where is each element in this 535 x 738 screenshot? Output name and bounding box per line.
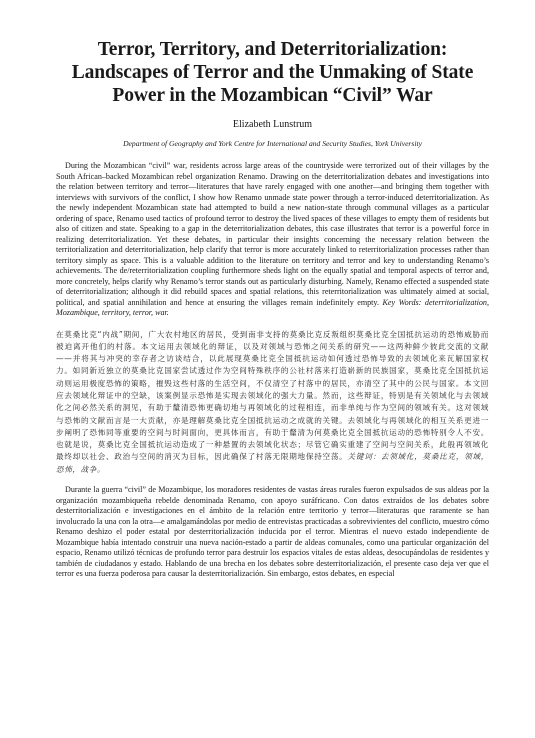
author-affiliation: Department of Geography and York Centre for International and Security Studies, York University bbox=[123, 139, 422, 148]
abstract-chinese-text: 在莫桑比克“内战”期间，广大农村地区的居民，受到南非支持的莫桑比克反叛组织莫桑比克全国抵抗运动的恐怖威胁而被迫离开他们的村落。本文运用去领域化的辩证，以及对领域与恐怖之间关系的研究——这两种鲜少彼此交流的文献——并将其与冲突的幸存者之访谈结合，以此展现莫桑比克全国抵抗运动如何透过恐怖导致的去领域化来瓦解国家权力。如同新近独立的莫桑比克国家尝试透过作为空间特殊秩序的公社村落来打造崭新的民族国家，莫桑比克全国抵抗运动则运用极度恐怖的策略，摧毁这些村落的生活空间，不仅清空了村落中的居民，亦清空了其中的公民与国家。本文回应去领域化辩证中的空缺，该案例显示恐怖是实现去领域化的强大力量。然而，这些辩证，特别是有关领域化与去领域化之间必然关系的洞见，有助于釐清恐怖更确切地与再领域化的过程相连，而非单纯与作为空间的领域有关。这对领域与恐怖的文献而言是一大贡献，亦是理解莫桑比克全国抵抗运动之成就的关键。去领域化与再领域化的相互关系更进一步阐明了恐怖同等重要的空间与时间面向，更具体而言，有助于釐清为何莫桑比克全国抵抗运动的恐怖特别令人不安。也就是说，莫桑比克全国抵抗运动造成了一种悬置的去领域化状态；尽管它确实重建了空间与空间关系，此般再领域化最终却以社会、政治与空间的消灭为目标，因此确保了村落无限期地保持空荡。 bbox=[56, 329, 489, 462]
keywords-label-english: Key Words: bbox=[382, 297, 422, 307]
abstract-english bbox=[56, 161, 489, 319]
keywords-chinese: 去领域化，莫桑比克，领域，恐怖，战争。 bbox=[56, 452, 490, 474]
author-name: Elizabeth Lunstrum bbox=[232, 119, 313, 130]
abstract-chinese bbox=[56, 329, 489, 477]
paper-title: Terror, Territory, and Deterritorialization: Landscapes of Terror and the Unmaking of State Power in the Mozambican “Civil” War bbox=[71, 39, 474, 106]
abstract-spanish-text: Durante la guerra “civil” de Mozambique, los moradores residentes de vastas áreas rurales fueron expulsados de sus aldeas por la organización mozambiqueña rebelde denominada Renamo, con apoyo suráfricano. Con datos extraídos de los debates sobre desterritorialización e investigaciones en el ámbito de la relación entre territorio y terror—literaturas que raramente se han involucrado la una con la otra—e amalgamándolas por medio de entrevistas practicadas a sobrevivientes del conflicto, muestro cómo Renamo deshizo el poder estatal por desterritorialización inducida por el terror. Mientras el nuevo estado independiente de Mozambique había intentado construir una nueva nación-estado a partir de aldeas comunales, como una particular organización del espacio, Renamo utilizó técnicas de profundo terror para destruir los espacios vitales de estas aldeas, desocupándolas de residentes y también de ciudadanos y estado. Hablando de una brecha en los debates sobre desterritorialización, el presente caso deja ver que el terror es una fuerza poderosa para causar la desterritorialización. Sin embargo, estos debates, en especial bbox=[56, 485, 489, 579]
abstract-english-text: During the Mozambican “civil” war, residents across large areas of the countryside were terrorized out of their villages by the South African–backed Mozambican rebel organization Renamo. Drawing on the deterritorialization debates and investigations into the relation between territory and terror—literatures that have rarely engaged with one another—and bringing them together with interviews with survivors of the conflict, I show how Renamo unmade state power through a terror-induced deterritorialization. As the newly independent Mozambican state had attempted to build a new nation-state through communal villages as a particular ordering of space, Renamo used tactics of profound terror to destroy the lived spaces of these villages to empty them of residents but also of citizen and state. Speaking to a gap in the deterritorialization debates, this case illustrates that terror is a powerful force in realizing deterritorialization. Yet these debates, in particular their insights concerning the necessary relation between the territorialization and deterritorialization, help clarify that terror is more accurately linked to reterritorialization processes rather than territory simply as space. This is a valuable addition to the literature on territory and terror and key to understanding Renamo’s achievements. The de/reterritorialization coupling furthermore sheds light on the equally spatial and temporal aspects of terror and, more concretely, helps clarify why Renamo’s terror stands out as particularly disturbing. Namely, Renamo effected a suspended state of deterritorialization; although it did rebuild spaces and spatial relations, this reterritorialization was ultimately aimed at social, political, and spatial annihilation and hence at ensuring the villages remain indefinitely empty. bbox=[56, 161, 489, 307]
paper-page bbox=[0, 38, 535, 738]
keywords-label-chinese: 关键词： bbox=[347, 452, 381, 462]
abstract-spanish bbox=[56, 485, 489, 580]
keywords-english: deterritorialization, Mozambique, territory, terror, war. bbox=[56, 297, 489, 317]
